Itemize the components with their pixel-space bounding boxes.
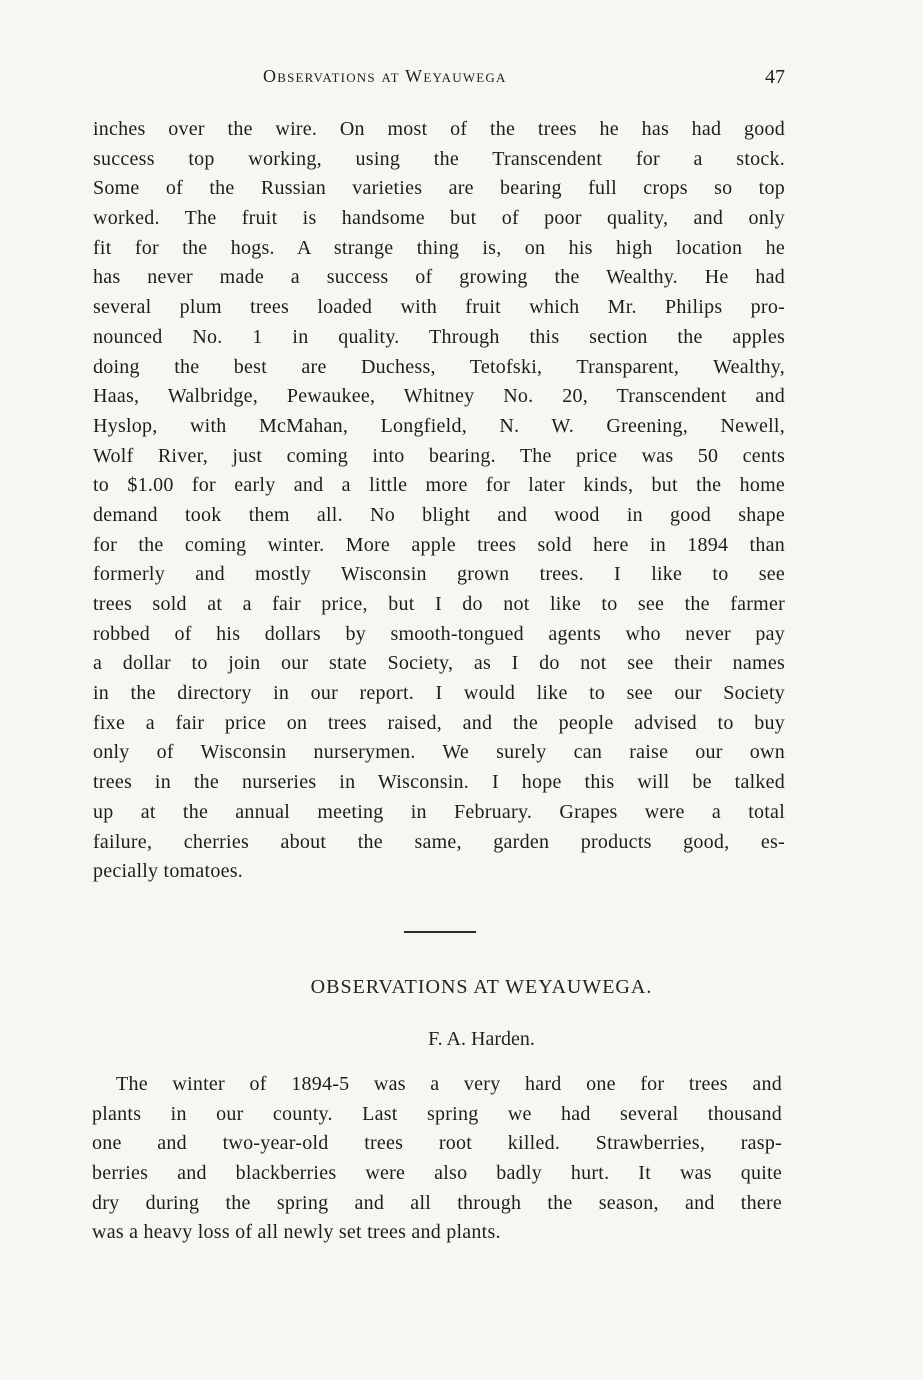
text-line: to $1.00 for early and a little more for later kinds, but the home <box>93 474 785 497</box>
text-line: Wolf River, just coming into bearing. The price was 50 cents <box>93 444 785 467</box>
section-heading: OBSERVATIONS AT WEYAUWEGA. <box>310 976 653 998</box>
text-line: nounced No. 1 in quality. Through this section the apples <box>93 325 785 348</box>
text-line: dry during the spring and all through the season, and there <box>92 1191 782 1214</box>
text-line: trees sold at a fair price, but I do not like to see the farmer <box>93 593 785 615</box>
text-line: failure, cherries about the same, garden products good, es- <box>93 830 785 853</box>
page-number: 47 <box>765 66 785 88</box>
section-divider <box>404 931 476 933</box>
text-line: up at the annual meeting in February. Grapes were a total <box>93 800 785 823</box>
text-line: formerly and mostly Wisconsin grown trees. I like to see <box>93 563 785 586</box>
text-line: demand took them all. No blight and wood in good shape <box>93 503 785 526</box>
text-line: for the coming winter. More apple trees sold here in 1894 than <box>93 533 785 556</box>
text-line: Hyslop, with McMahan, Longfield, N. W. Greening, Newell, <box>93 414 785 437</box>
text-line: only of Wisconsin nurserymen. We surely can raise our own <box>93 741 785 764</box>
text-line: robbed of his dollars by smooth-tongued agents who never pay <box>93 622 785 645</box>
text-line: inches over the wire. On most of the trees he has had good <box>93 118 785 140</box>
text-line: fixe a fair price on trees raised, and the people advised to buy <box>93 711 785 734</box>
running-head <box>93 66 785 98</box>
text-line: The winter of 1894-5 was a very hard one for trees and <box>116 1073 782 1095</box>
running-title: Observations at Weyauwega <box>263 66 507 86</box>
author-name: F. A. Harden. <box>428 1028 535 1050</box>
text-line: pecially tomatoes. <box>93 860 244 883</box>
text-line: doing the best are Duchess, Tetofski, Transparent, Wealthy, <box>93 355 785 378</box>
text-line: several plum trees loaded with fruit which Mr. Philips pro- <box>93 296 785 319</box>
text-line: a dollar to join our state Society, as I do not see their names <box>93 652 785 675</box>
text-line: success top working, using the Transcendent for a stock. <box>93 147 785 170</box>
continued-paragraph <box>93 115 785 887</box>
text-line: was a heavy loss of all newly set trees and plants. <box>92 1221 501 1244</box>
text-line: in the directory in our report. I would like to see our Society <box>93 682 785 705</box>
text-line: Haas, Walbridge, Pewaukee, Whitney No. 20, Transcendent and <box>93 385 785 408</box>
text-line: worked. The fruit is handsome but of poor quality, and only <box>93 207 785 230</box>
text-line: fit for the hogs. A strange thing is, on his high location he <box>93 236 785 259</box>
text-line: one and two-year-old trees root killed. Strawberries, rasp- <box>92 1132 782 1155</box>
text-line: has never made a success of growing the Wealthy. He had <box>93 266 785 289</box>
text-line: Some of the Russian varieties are bearing full crops so top <box>93 177 785 200</box>
text-line: plants in our county. Last spring we had several thousand <box>92 1102 782 1125</box>
text-line: berries and blackberries were also badly hurt. It was quite <box>92 1162 782 1185</box>
section-paragraph <box>92 1070 782 1248</box>
text-line: trees in the nurseries in Wisconsin. I hope this will be talked <box>93 771 785 794</box>
